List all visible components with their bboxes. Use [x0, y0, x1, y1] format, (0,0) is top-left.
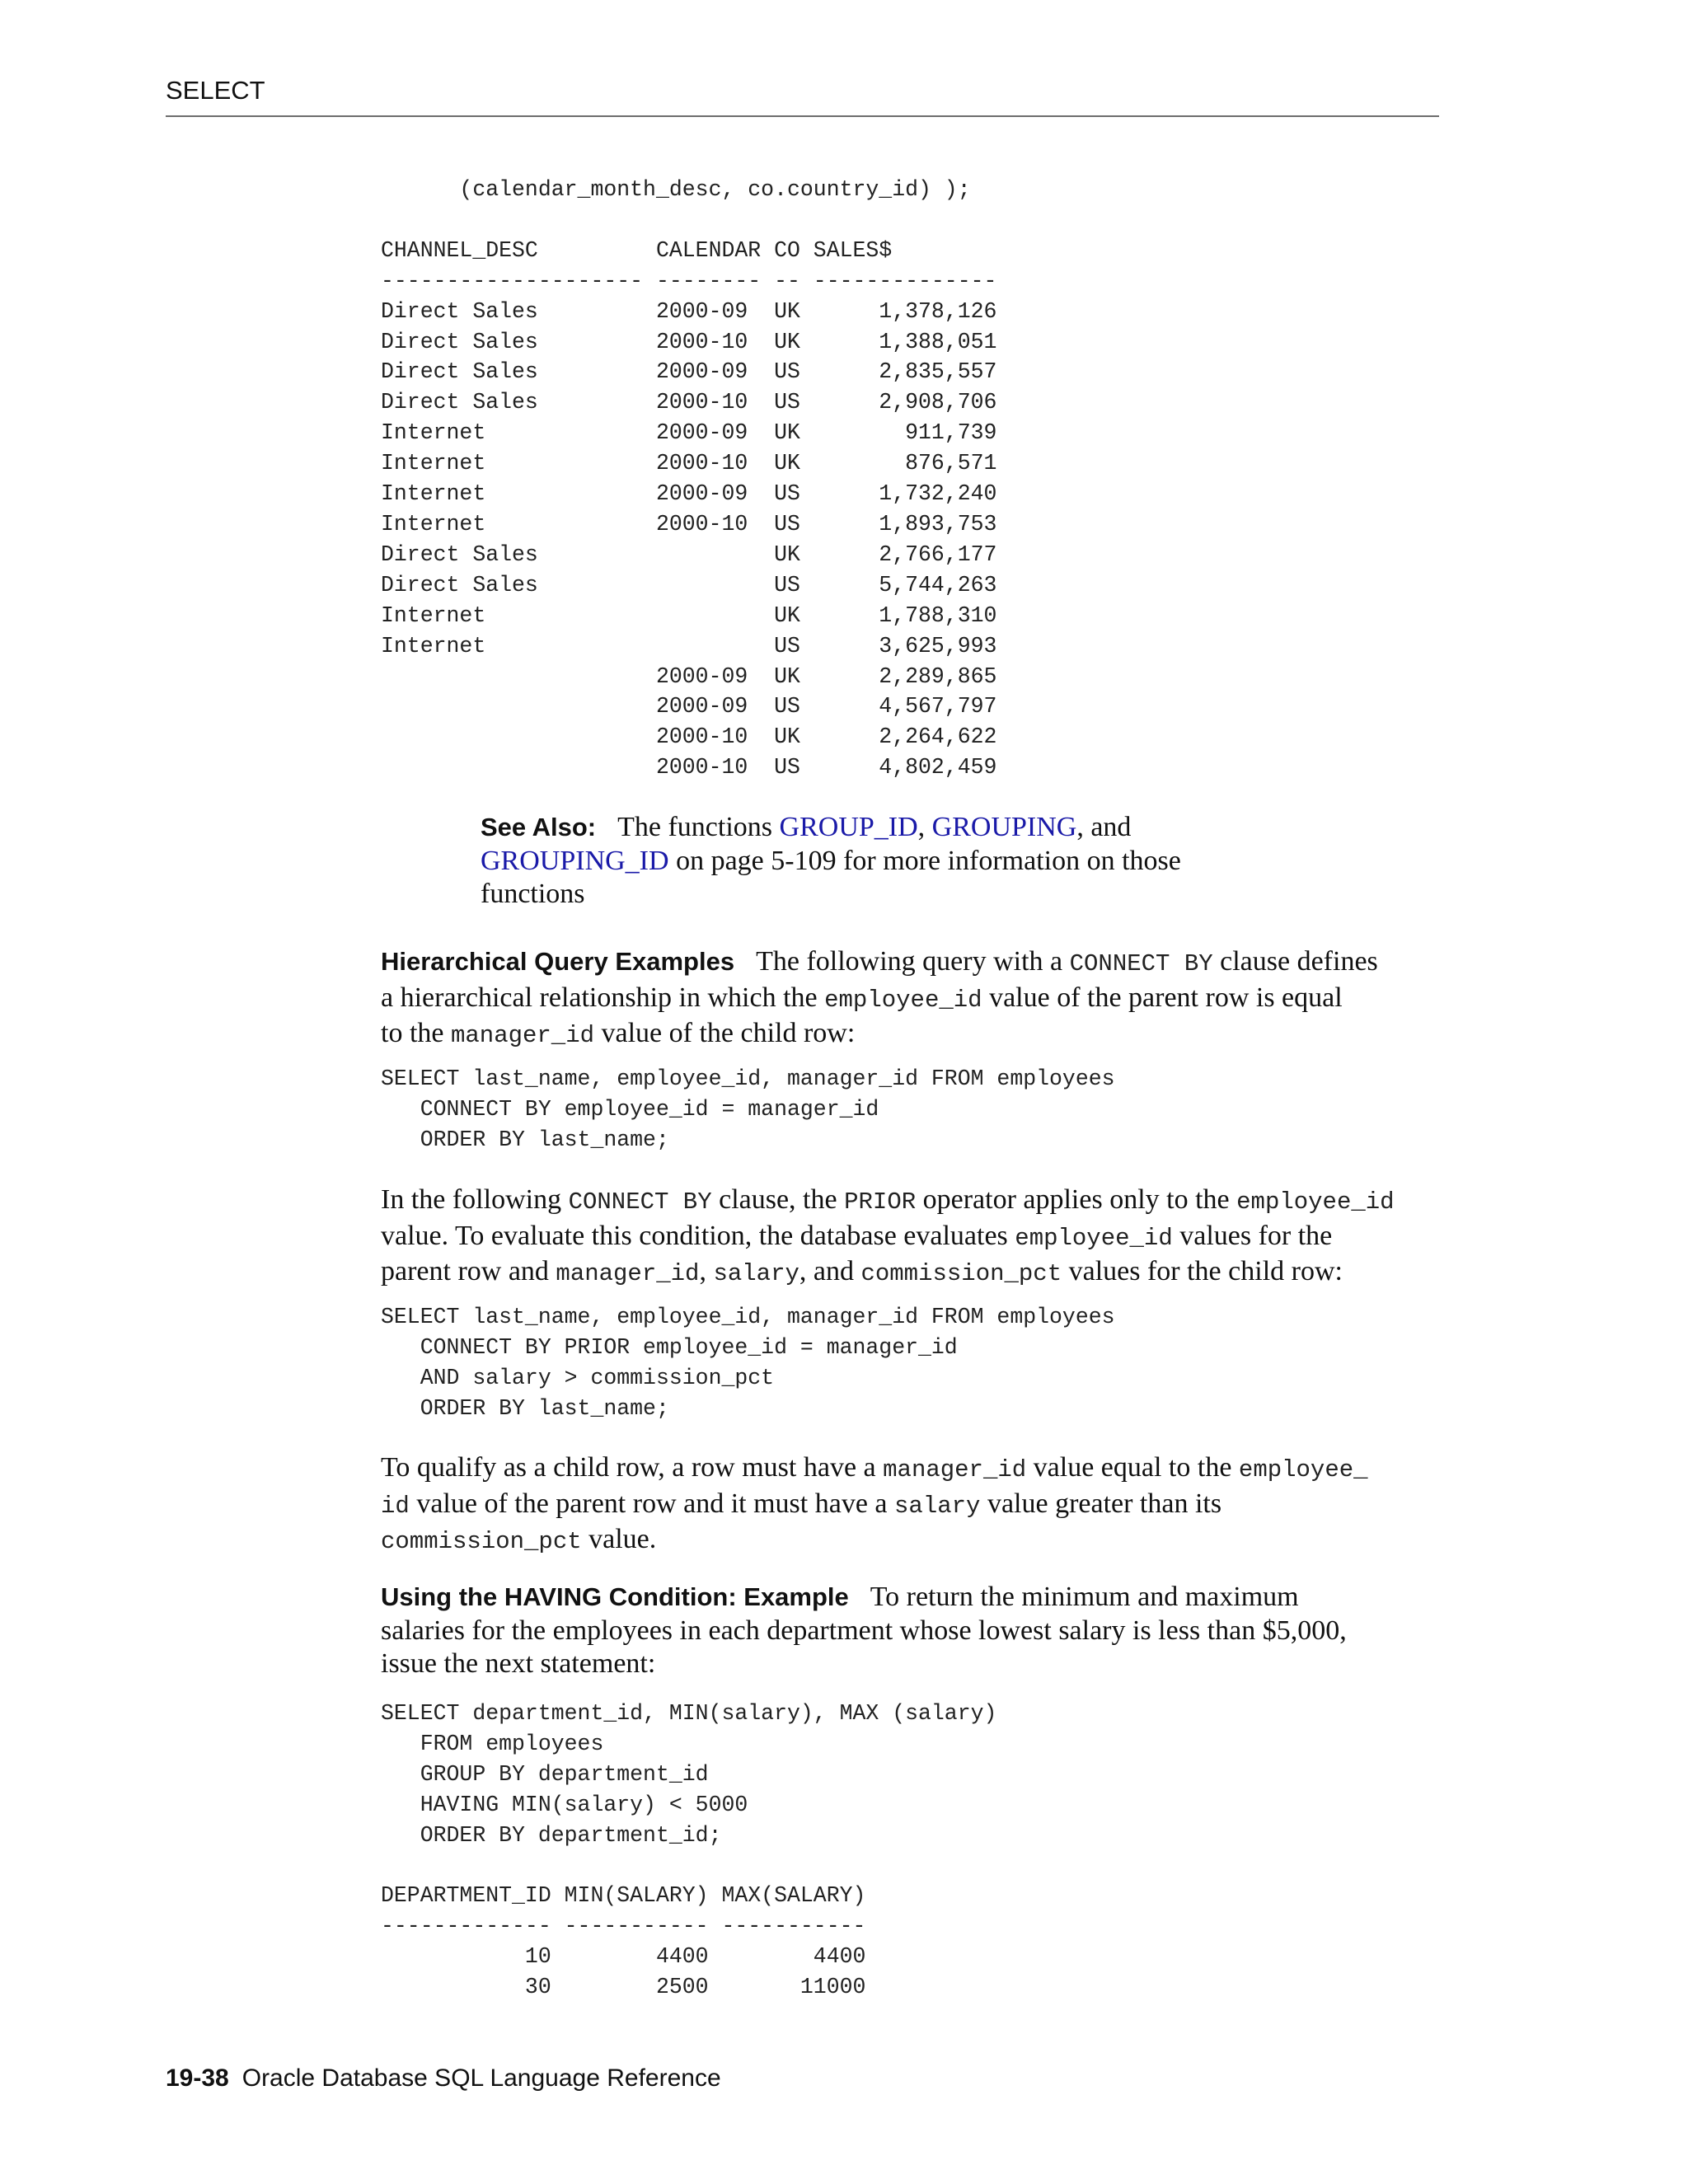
hierarchical-query-paragraph: Hierarchical Query Examples The following query with a CONNECT BY clause defines a hierarchical relationship in which the employee_id value of the parent row is equal to the manager_id value of the child row:: [381, 946, 1378, 1049]
page-footer: [166, 2064, 721, 2093]
connect-by-code-block: SELECT last_name, employee_id, manager_id FROM employees CONNECT BY employee_id = manager_id ORDER BY last_name;: [381, 1066, 1115, 1152]
group-id-link[interactable]: GROUP_ID: [779, 812, 918, 842]
running-header: [166, 76, 1439, 117]
connect-by-prior-code-block: SELECT last_name, employee_id, manager_id FROM employees CONNECT BY PRIOR employee_id = manager_id AND salary > commission_pct ORDER BY last_name;: [381, 1305, 1115, 1421]
header-title: SELECT: [166, 76, 265, 105]
hierarchical-query-runin-heading: Hierarchical Query Examples: [381, 947, 735, 976]
rollup-result-code-block: (calendar_month_desc, co.country_id) ); CHANNEL_DESC CALENDAR CO SALES$ -------------------- -------- -- -------------- Direct Sales 2000-09 UK 1,378,126 Direct Sales 2000-10 UK 1,388,051 Direct Sales 2000-09 US 2,835,557 Direct Sales 2000-10 US 2,908,706 Internet 2000-09 UK 911,739 Internet 2000-10 UK 876,571 Internet 2000-09 US 1,732,240 Internet 2000-10 US 1,893,753 Direct Sales UK 2,766,177 Direct Sales US 5,744,263 Internet UK 1,788,310 Internet US 3,625,993 2000-09 UK 2,289,865 2000-09 US 4,567,797 2000-10 UK 2,264,622 2000-10 US 4,802,459: [381, 177, 997, 780]
see-also-label: See Also:: [481, 813, 597, 841]
prior-operator-paragraph: In the following CONNECT BY clause, the PRIOR operator applies only to the employee_id value. To evaluate this condition, the database evaluates employee_id values for the parent row and manager_id, salary, and commission_pct values for the child row:: [381, 1184, 1395, 1287]
grouping-link[interactable]: GROUPING: [931, 812, 1077, 842]
page-number: 19-38: [166, 2064, 229, 2092]
see-also-note: See Also: The functions GROUP_ID, GROUPING, and GROUPING_ID on page 5-109 for more information on those functions: [481, 812, 1181, 909]
child-row-paragraph: To qualify as a child row, a row must have a manager_id value equal to the employee_ id value of the parent row and it must have a salary value greater than its commission_pct value.: [381, 1452, 1368, 1555]
grouping-id-link[interactable]: GROUPING_ID: [481, 845, 669, 876]
having-condition-paragraph: Using the HAVING Condition: Example To return the minimum and maximum salaries for the employees in each department whose lowest salary is less than $5,000, issue the next statement:: [381, 1582, 1347, 1679]
book-title: Oracle Database SQL Language Reference: [241, 2064, 721, 2092]
having-condition-runin-heading: Using the HAVING Condition: Example: [381, 1582, 849, 1611]
having-code-block: SELECT department_id, MIN(salary), MAX (salary) FROM employees GROUP BY department_id HAVING MIN(salary) < 5000 ORDER BY department_id; DEPARTMENT_ID MIN(SALARY) MAX(SALARY) ------------- ----------- ----------- 10 4400 4400 30 2500 11000: [381, 1701, 997, 2000]
